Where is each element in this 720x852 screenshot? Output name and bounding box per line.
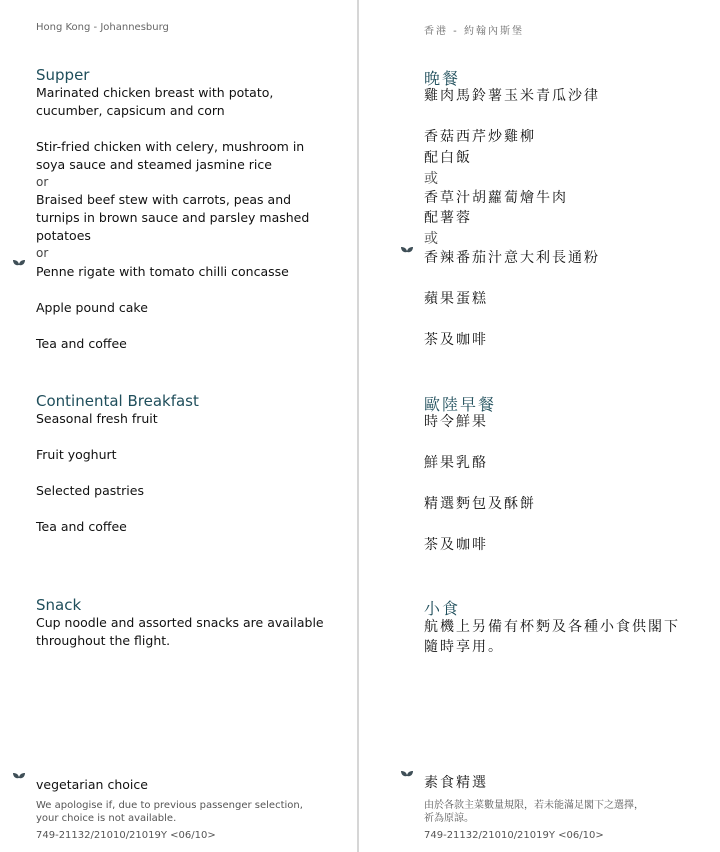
supper-main-1b-zh: 配白飯: [424, 150, 472, 166]
supper-main-2b-zh: 配薯蓉: [424, 210, 472, 226]
snack-text: Cup noodle and assorted snacks are available throughout the flight.: [36, 615, 324, 648]
breakfast-item-4: Tea and coffee: [36, 519, 127, 534]
breakfast-item-4-zh: 茶及咖啡: [424, 537, 488, 553]
vegetarian-legend-zh: 素食精選: [424, 775, 488, 791]
snack-heading: Snack: [36, 596, 82, 614]
supper-drinks: Tea and coffee: [36, 336, 127, 351]
supper-main-2a-zh: 香草汁胡蘿蔔燴牛肉: [424, 190, 568, 206]
snack-heading-zh: 小食: [424, 599, 461, 618]
supper-or-1-zh: 或: [424, 171, 438, 187]
breakfast-item-1: Seasonal fresh fruit: [36, 411, 158, 426]
breakfast-item-3: Selected pastries: [36, 483, 144, 498]
supper-dessert: Apple pound cake: [36, 300, 148, 315]
english-menu-page: [0, 0, 356, 852]
supper-main-1a-zh: 香菇西芹炒雞柳: [424, 129, 536, 145]
supper-main-1: Stir-fried chicken with celery, mushroom in soya sauce and steamed jasmine rice: [36, 139, 305, 172]
leaf-icon: [12, 771, 26, 787]
breakfast-item-3-zh: 精選麪包及酥餅: [424, 496, 536, 512]
supper-starter: Marinated chicken breast with potato, cucumber, capsicum and corn: [36, 85, 274, 118]
leaf-icon: [12, 258, 26, 274]
breakfast-heading-zh: 歐陸早餐: [424, 395, 497, 414]
route-label: Hong Kong - Johannesburg: [36, 22, 169, 33]
supper-main-2: Braised beef stew with carrots, peas and turnips in brown sauce and parsley mashed potatoes: [36, 192, 310, 243]
breakfast-item-1-zh: 時令鮮果: [424, 414, 488, 430]
supper-main-3-vegetarian: Penne rigate with tomato chilli concasse: [36, 264, 289, 279]
breakfast-item-2-zh: 鮮果乳酪: [424, 455, 488, 471]
chinese-menu-page: [360, 0, 720, 852]
breakfast-item-2: Fruit yoghurt: [36, 447, 117, 462]
menu-code: 749-21132/21010/21019Y <06/10>: [36, 830, 216, 841]
menu-code-zh: 749-21132/21010/21019Y <06/10>: [424, 830, 604, 841]
apology-note-line-1-zh: 由於各款主菜數量規限，若未能滿足閣下之選擇，: [424, 800, 644, 811]
supper-drinks-zh: 茶及咖啡: [424, 332, 488, 348]
supper-dessert-zh: 蘋果蛋糕: [424, 291, 488, 307]
apology-note: We apologise if, due to previous passenger selection, your choice is not available.: [36, 800, 303, 824]
route-label-zh: 香港 - 約翰內斯堡: [424, 26, 524, 37]
supper-main-3-zh: 香辣番茄汁意大利長通粉: [424, 250, 600, 266]
apology-note-line-2-zh: 祈為原諒。: [424, 813, 474, 824]
vegetarian-legend: vegetarian choice: [36, 777, 148, 792]
supper-or-1: or: [36, 175, 49, 189]
leaf-icon: [400, 245, 414, 261]
supper-or-2: or: [36, 246, 49, 260]
supper-heading: Supper: [36, 66, 90, 84]
supper-starter-zh: 雞肉馬鈴薯玉米青瓜沙律: [424, 88, 600, 104]
snack-line-1-zh: 航機上另備有杯麪及各種小食供閣下: [424, 619, 680, 635]
leaf-icon: [400, 769, 414, 785]
breakfast-heading: Continental Breakfast: [36, 392, 199, 410]
page-fold-divider: [357, 0, 359, 852]
supper-or-2-zh: 或: [424, 231, 438, 247]
supper-heading-zh: 晚餐: [424, 69, 461, 88]
snack-line-2-zh: 隨時享用。: [424, 639, 504, 655]
